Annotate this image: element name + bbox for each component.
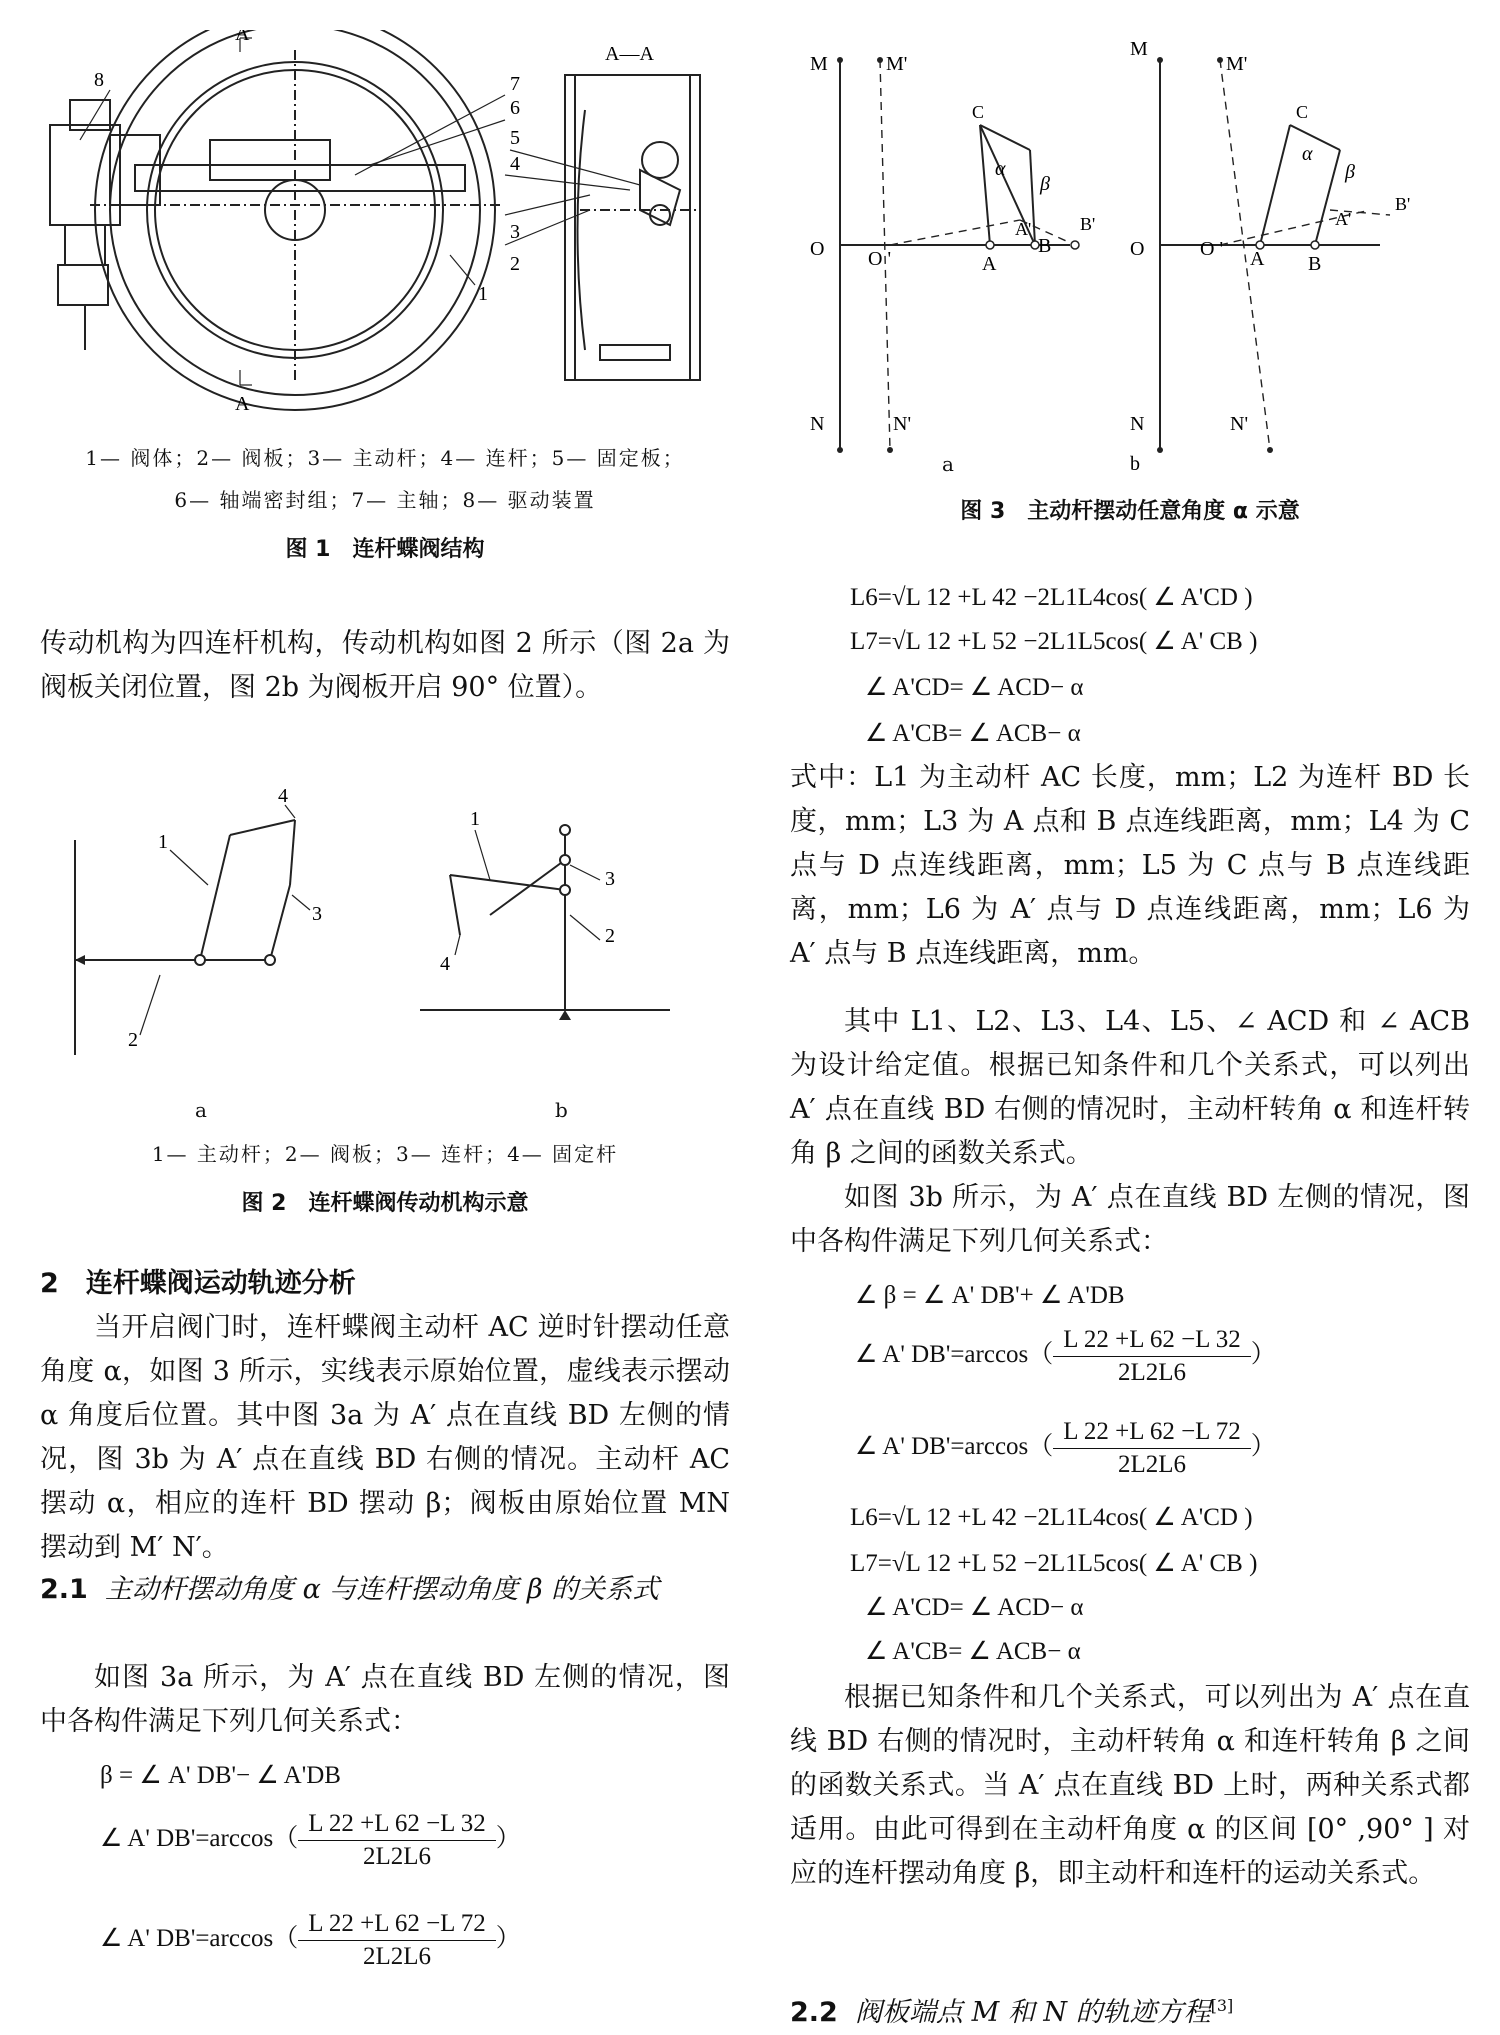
formula-12: L7=√L 12 +L 52 −2L1L5cos( ∠ A' CB ) — [850, 1550, 1258, 1577]
figure-2 — [40, 780, 730, 1100]
fig3b-Ap: A' — [1335, 209, 1352, 229]
formula-6: ∠ A'CD= ∠ ACD− α — [865, 674, 1084, 701]
formula-7: ∠ A'CB= ∠ ACB− α — [865, 720, 1081, 747]
fig3a-N: N — [810, 413, 825, 435]
fig3b-B: B — [1308, 253, 1322, 275]
fig3b-Op: O ' — [1200, 238, 1224, 260]
fig3a-Mp: M' — [886, 53, 908, 75]
fig3b-N: N — [1130, 413, 1145, 435]
fig2-sub-a: a — [195, 1098, 207, 1122]
fig2-title: 图 2 连杆蝶阀传动机构示意 — [241, 1191, 529, 1216]
right-para-7: 根据已知条件和几个关系式，可以列出为 A′ 点在直线 BD 右侧的情况时，主动杆转角 α 和连杆转角 β 之间的函数关系式。当 A′ 点在直线 BD 上时，两种关系式都适用。由此可得到在主动杆角度 α 的区间 [0° ,90° ] 对应的连杆摆动角度 β，即主动杆和连杆的运动关系式。 — [790, 1682, 1470, 1889]
fig1-legend-line1: 1— 阀体；2— 阀板；3— 主动杆；4— 连杆；5— 固定板； — [85, 446, 685, 470]
fig1-title: 图 1 连杆蝶阀结构 — [285, 537, 485, 562]
fig2-label-4b: 4 — [440, 953, 450, 975]
formula-11: L6=√L 12 +L 42 −2L1L4cos( ∠ A'CD ) — [850, 1504, 1253, 1531]
section-2-1-heading: 2.1 主动杆摆动角度 α 与连杆摆动角度 β 的关系式 — [40, 1574, 660, 1605]
formula-5: L7=√L 12 +L 52 −2L1L5cos( ∠ A' CB ) — [850, 628, 1258, 655]
formula-3: ∠ A' DB'=arccos（ $\frac{L 22 +L 62 -L 72}{2L2L6}$ ） — [100, 1910, 521, 1970]
left-para-3: 如图 3a 所示，为 A′ 点在直线 BD 左侧的情况，图中各构件满足下列几何关系式： — [40, 1662, 730, 1737]
fig3a-Ap: A' — [1015, 219, 1032, 239]
figure-1 — [40, 30, 730, 430]
figure-3 — [790, 30, 1470, 470]
fig1-label-3: 3 — [510, 221, 520, 243]
fig2-label-4a: 4 — [278, 785, 288, 807]
fig3-sub-a: a — [942, 452, 954, 476]
fig1-label-1: 1 — [478, 283, 488, 305]
fig3a-Np: N' — [893, 413, 912, 435]
fig3b-Mp: M' — [1226, 53, 1248, 75]
right-para-5: 其中 L1、L2、L3、L4、L5、∠ ACD 和 ∠ ACB 为设计给定值。根据已知条件和几个关系式，可以列出 A′ 点在直线 BD 右侧的情况时，主动杆转角 α 和连杆转角 β 之间的函数关系式。 — [790, 1006, 1470, 1169]
fig1-label-8: 8 — [94, 69, 104, 91]
fig3a-M: M — [810, 53, 828, 75]
fig1-label-4: 4 — [510, 153, 520, 175]
fig3a-Op: O ' — [868, 248, 892, 270]
formula-14: ∠ A'CB= ∠ ACB− α — [865, 1638, 1081, 1665]
formula-9: ∠ A' DB'=arccos（ $\frac{L 22 +L 62 -L 32}{2L2L6}$ ） — [855, 1326, 1276, 1386]
fig2-label-1b: 1 — [470, 808, 480, 830]
fig3a-alpha: α — [995, 158, 1006, 180]
figure-3-drawing — [790, 30, 1470, 470]
fig3b-A: A — [1250, 248, 1265, 270]
formula-13: ∠ A'CD= ∠ ACD− α — [865, 1594, 1084, 1621]
fig2-label-3a: 3 — [312, 903, 322, 925]
figure-1-drawing — [40, 30, 730, 430]
fig3b-alpha: α — [1302, 143, 1313, 165]
fig3a-C: C — [972, 102, 985, 122]
fig2-label-3b: 3 — [605, 868, 615, 890]
section-2-2-heading: 2.2 阀板端点 M 和 N 的轨迹方程[3] — [790, 1996, 1234, 2028]
formula-1: β = ∠ A' DB'− ∠ A'DB — [100, 1762, 341, 1789]
fig3b-O: O — [1130, 238, 1145, 260]
right-para-6: 如图 3b 所示，为 A′ 点在直线 BD 左侧的情况，图中各构件满足下列几何关系式： — [790, 1182, 1470, 1257]
fig3a-beta: β — [1040, 173, 1050, 195]
fig1-legend-line2: 6— 轴端密封组；7— 主轴；8— 驱动装置 — [174, 488, 596, 512]
fig2-label-1a: 1 — [158, 831, 168, 853]
fig1-cut-top: A — [235, 30, 250, 45]
fig3-title: 图 3 主动杆摆动任意角度 α 示意 — [960, 499, 1300, 524]
fig1-label-7: 7 — [510, 73, 520, 95]
fig3b-Np: N' — [1230, 413, 1249, 435]
fig3a-O: O — [810, 238, 825, 260]
fig3a-Bp: B' — [1080, 214, 1096, 234]
fig1-label-2: 2 — [510, 253, 520, 275]
fig3a-B: B — [1038, 235, 1052, 257]
fig3b-C: C — [1296, 102, 1309, 122]
left-para-1: 传动机构为四连杆机构，传动机构如图 2 所示（图 2a 为阀板关闭位置，图 2b 为阀板开启 90° 位置）。 — [40, 628, 730, 703]
left-para-2: 当开启阀门时，连杆蝶阀主动杆 AC 逆时针摆动任意角度 α，如图 3 所示，实线表示原始位置，虚线表示摆动 α 角度后位置。其中图 3a 为 A′ 点在直线 BD 左侧的情况，图 3b 为 A′ 点在直线 BD 右侧的情况。主动杆 AC 摆动 α，相应的连杆 BD 摆动 β；阀板由原始位置 MN 摆动到 M′ N′。 — [40, 1312, 730, 1563]
fig1-label-5: 5 — [510, 127, 520, 149]
formula-10: ∠ A' DB'=arccos（ $\frac{L 22 +L 62 -L 72}{2L2L6}$ ） — [855, 1418, 1276, 1478]
fig1-label-6: 6 — [510, 97, 520, 119]
formula-2: ∠ A' DB'=arccos（ $\frac{L 22 +L 62 -L 32}{2L2L6}$ ） — [100, 1810, 521, 1870]
fig2-label-2b: 2 — [605, 925, 615, 947]
fig2-sub-b: b — [555, 1098, 568, 1122]
fig1-section-label: A—A — [605, 43, 654, 65]
fig3-sub-b: b — [1130, 453, 1140, 470]
fig3a-A: A — [982, 253, 997, 275]
section-2-heading: 2 连杆蝶阀运动轨迹分析 — [40, 1268, 356, 1299]
formula-4: L6=√L 12 +L 42 −2L1L4cos( ∠ A'CD ) — [850, 584, 1253, 611]
fig2-label-2a: 2 — [128, 1029, 138, 1051]
figure-2-drawing — [40, 780, 730, 1100]
fig3b-Bp: B' — [1395, 194, 1411, 214]
fig1-cut-bottom: A — [235, 393, 250, 415]
fig3b-M: M — [1130, 38, 1148, 60]
fig3b-beta: β — [1345, 161, 1355, 183]
formula-8: ∠ β = ∠ A' DB'+ ∠ A'DB — [855, 1282, 1125, 1309]
right-para-4: 式中：L1 为主动杆 AC 长度，mm；L2 为连杆 BD 长度，mm；L3 为 A 点和 B 点连线距离，mm；L4 为 C 点与 D 点连线距离，mm；L5 为 C 点与 B 点连线距离，mm；L6 为 A′ 点与 D 点连线距离，mm；L6 为 A′ 点与 B 点连线距离，mm。 — [790, 762, 1470, 969]
fig2-legend: 1— 主动杆；2— 阀板；3— 连杆；4— 固定杆 — [151, 1142, 619, 1166]
